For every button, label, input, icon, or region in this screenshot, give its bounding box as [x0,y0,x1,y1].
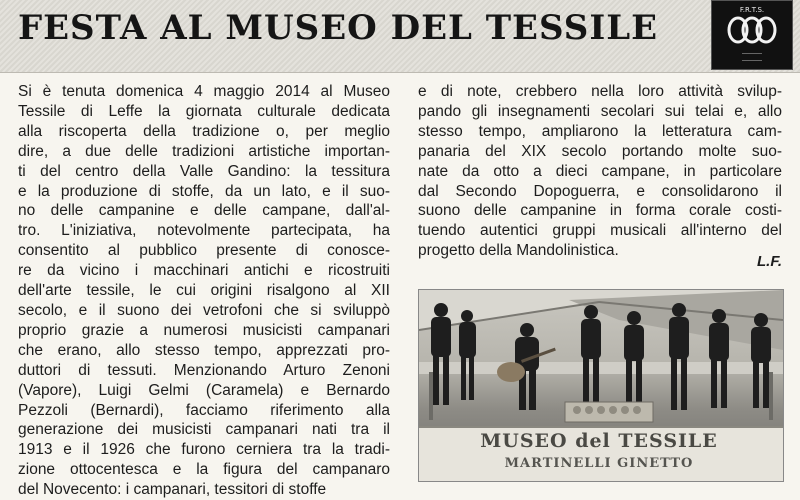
article-headline: FESTA AL MUSEO DEL TESSILE [18,8,659,48]
banner-sponsor-name: MARTINELLI GINETTO [504,456,694,471]
logo-text-line-2: ―――― [742,58,762,64]
text-line: ti del centro della Valle Gandino: la tessitura [18,162,390,180]
article-column-2 [418,82,782,261]
text-line: consentito al pubblico presente di conosce- [18,242,390,260]
text-line: Si è tenuta domenica 4 maggio 2014 al Museo [18,83,390,100]
event-photo [418,289,784,482]
text-line: che erano, allo stesso tempo, apprezzati pro- [18,341,390,359]
text-line: stesso tempo, ampliarono la letteratura cam- [418,122,782,140]
text-line: pando gli insegnamenti secolari sui telai e, allo [418,102,782,120]
text-line: (Vapore), Luigi Gelmi (Caramela) e Bernardo [18,381,390,399]
logo-tag: F.R.T.S. [739,6,765,14]
text-line: no delle campanine e delle campane, dall'al- [18,202,390,220]
logo-text-line-1: ―――― [742,51,762,57]
text-line: e la produzione di stoffe, da un lato, e il suo- [18,182,390,200]
text-line: dire, a due delle tradizioni artistiche importan- [18,142,390,160]
text-line: alla riscoperta della tradizione o, per meglio [18,122,390,140]
text-line: proprio grazie a numerosi musicisti campanari [18,321,390,339]
text-line: dell'arte tessile, le cui origini risalgono al XII [18,282,390,300]
text-line: tro. L'iniziativa, notevolmente partecipata, ha [18,222,390,240]
bell-rings-icon [724,15,780,45]
text-line: progetto della Mandolinistica. [418,242,619,260]
text-line: zione ottocentesca e la figura del campanaro [18,461,390,479]
text-line: 1913 e il 1926 che furono cerniera tra la tradi- [18,441,390,459]
text-line: secolo, e il suono dei vetrofoni che si sviluppò [18,301,390,319]
text-line: del Novecento: i campanari, tessitori di stoffe [18,481,327,499]
text-line: generazione dei musicisti campanari nati tra il [18,421,390,439]
text-line: re da vicino i macchinari antichi e ricostruiti [18,262,390,280]
banner-museum-name: MUSEO del TESSILE [480,430,718,452]
museum-banner [419,426,783,482]
text-line: panaria del XIX secolo portando molte suo- [418,142,782,160]
text-line: suono delle campanine in forma corale costi- [418,202,782,220]
text-line: e di note, crebbero nella loro attività svilup- [418,83,782,100]
text-line: duttori di tessuti. Menzionando Arturo Zenoni [18,361,390,379]
text-line: tuendo autentici gruppi musicali all'interno del [418,222,782,240]
text-line: dal Secondo Dopoguerra, e consolidarono il [418,182,782,200]
text-line: nate da otto a dieci campane, in particolare [418,162,782,180]
author-initials: L.F. [757,253,782,270]
text-line: Pezzoli (Bernardi), facciamo riferimento alla [18,401,390,419]
article-column-1 [18,82,390,500]
association-logo [711,0,793,70]
text-line: Tessile di Leffe la giornata culturale dedicata [18,102,390,120]
